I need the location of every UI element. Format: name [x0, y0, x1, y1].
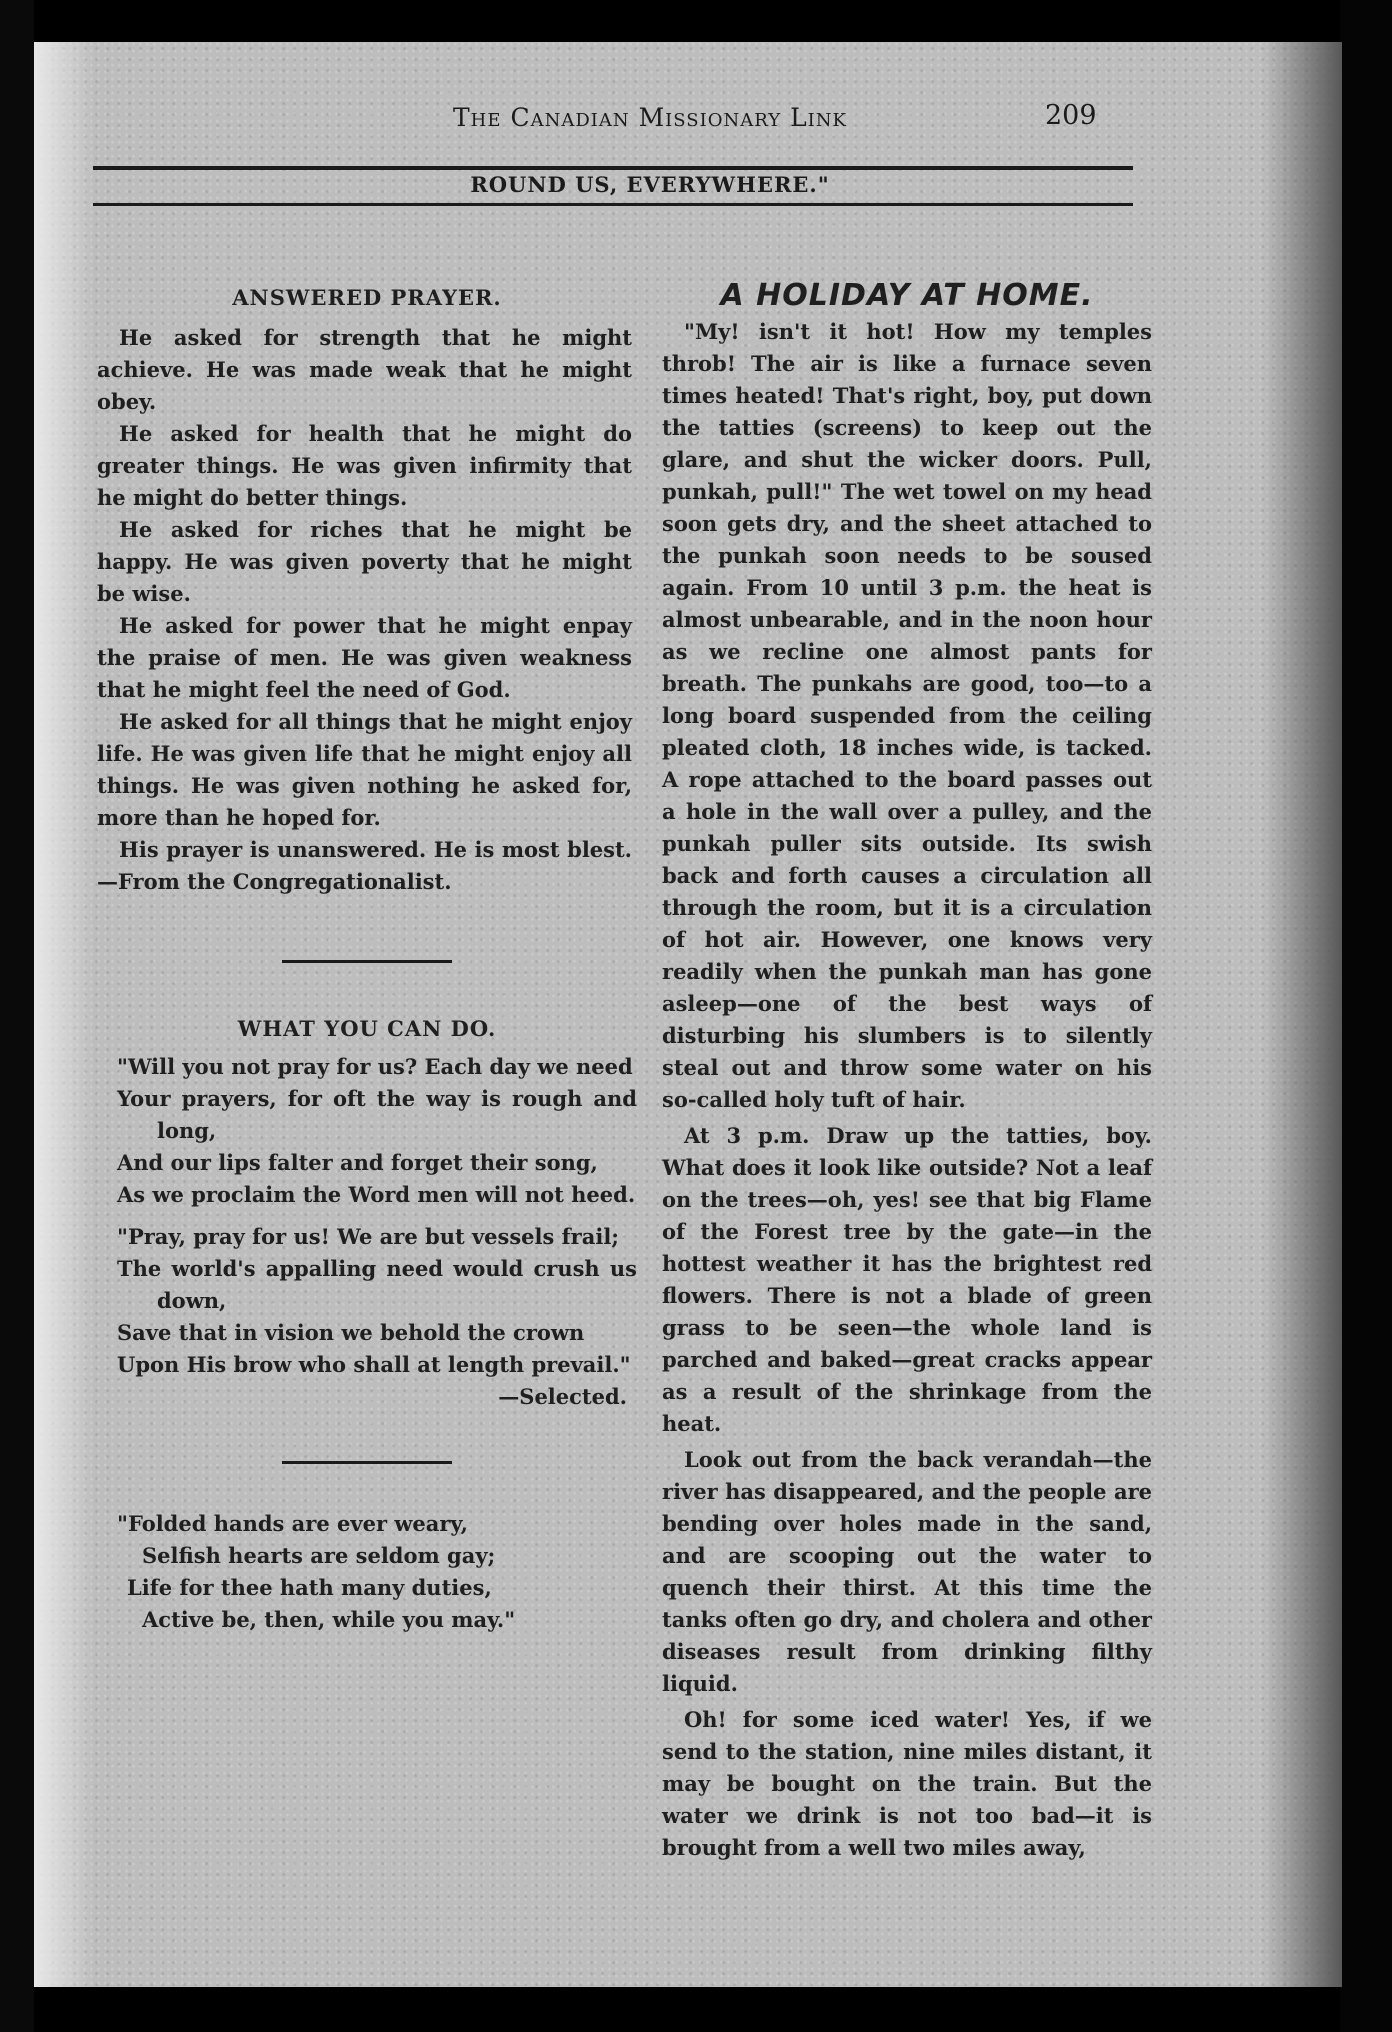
column-head: ROUND US, EVERYWHERE." — [470, 172, 830, 197]
verse-line: As we proclaim the Word men will not heed. — [117, 1182, 636, 1207]
header-rule-bottom — [93, 203, 1133, 206]
holiday-at-home-title: A HOLIDAY AT HOME. — [720, 278, 1094, 313]
what-you-can-do-title: WHAT YOU CAN DO. — [237, 1016, 497, 1041]
paragraph: He asked for all things that he might enjoy life. He was given life that he might enjoy all things. He was given nothing he asked for, more than he hoped for. — [97, 709, 632, 830]
paragraph: At 3 p.m. Draw up the tatties, boy. What does it look like outside? Not a leaf on the trees—oh, yes! see that big Flame of the Forest tree by the gate—in the hottest weather it has the brightest red flowers. There is not a blade of green grass to be seen—the whole land is parched and baked—great cracks appear as a result of the shrinkage from the heat. — [662, 1123, 1152, 1436]
paragraph: "My! isn't it hot! How my temples throb! The air is like a furnace seven times heated! That's right, boy, put down the tatties (screens) to keep out the glare, and shut the wicker doors. Pull, punkah, pull!" The wet towel on my head soon gets dry, and the sheet attached to the punkah soon needs to be soused again. From 10 until 3 p.m. the heat is almost unbearable, and in the noon hour as we recline one almost pants for breath. The punkahs are good, too—to a long board suspended from the ceiling pleated cloth, 18 inches wide, is tacked. A rope attached to the board passes out a hole in the wall over a pulley, and the punkah puller sits outside. Its swish back and forth causes a circulation all through the room, but it is a circulation of hot air. However, one knows very readily when the punkah man has gone asleep—one of the best ways of disturbing his slumbers is to silently steal out and throw some water on his so-called holy tuft of hair. — [662, 319, 1152, 1112]
verse-line: The world's appalling need would crush us down, — [117, 1256, 637, 1313]
verse-line: "Will you not pray for us? Each day we need — [117, 1054, 633, 1079]
paragraph: He asked for power that he might enpay the praise of men. He was given weakness that he might feel the need of God. — [97, 613, 632, 702]
answered-prayer-text — [97, 322, 632, 898]
verse-line: Your prayers, for oft the way is rough and long, — [117, 1086, 637, 1143]
left-column — [97, 282, 637, 1636]
paragraph: Look out from the back verandah—the river has disappeared, and the people are bending over holes made in the sand, and are scooping out the water to quench their thirst. At this time the tanks often go dry, and cholera and other diseases result from drinking filthy liquid. — [662, 1447, 1152, 1696]
section-divider — [282, 960, 452, 963]
verse-credit: —Selected. — [498, 1384, 627, 1409]
paragraph: His prayer is unanswered. He is most blest.—From the Congregationalist. — [97, 837, 632, 894]
what-you-can-do-verse — [97, 1051, 637, 1413]
answered-prayer-title: ANSWERED PRAYER. — [232, 285, 502, 310]
paragraph: Oh! for some iced water! Yes, if we send to the station, nine miles distant, it may be bought on the train. But the water we drink is not too bad—it is brought from a well two miles away, — [662, 1707, 1152, 1860]
right-column — [662, 280, 1152, 1864]
running-head: The Canadian Missionary Link — [453, 103, 847, 132]
verse-line: Upon His brow who shall at length prevail." — [117, 1352, 631, 1377]
paragraph: He asked for health that he might do greater things. He was given infirmity that he might do better things. — [97, 421, 632, 510]
page-number: 209 — [1045, 100, 1097, 131]
header-rule-top — [93, 166, 1133, 170]
verse-line: Save that in vision we behold the crown — [117, 1320, 585, 1345]
closing-poem — [97, 1508, 637, 1636]
verse-line: "Pray, pray for us! We are but vessels frail; — [117, 1224, 620, 1249]
paragraph: He asked for strength that he might achieve. He was made weak that he might obey. — [97, 325, 632, 414]
scan-border-right — [1340, 0, 1392, 2032]
poem-line: Active be, then, while you may." — [142, 1607, 516, 1632]
poem-line: "Folded hands are ever weary, — [117, 1511, 468, 1536]
poem-line: Selfish hearts are seldom gay; — [142, 1543, 496, 1568]
paragraph: He asked for riches that he might be happy. He was given poverty that he might be wise. — [97, 517, 632, 606]
section-divider — [282, 1461, 452, 1464]
poem-line: Life for thee hath many duties, — [127, 1575, 492, 1600]
verse-line: And our lips falter and forget their song, — [117, 1150, 598, 1175]
scan-border-left — [0, 0, 34, 2032]
